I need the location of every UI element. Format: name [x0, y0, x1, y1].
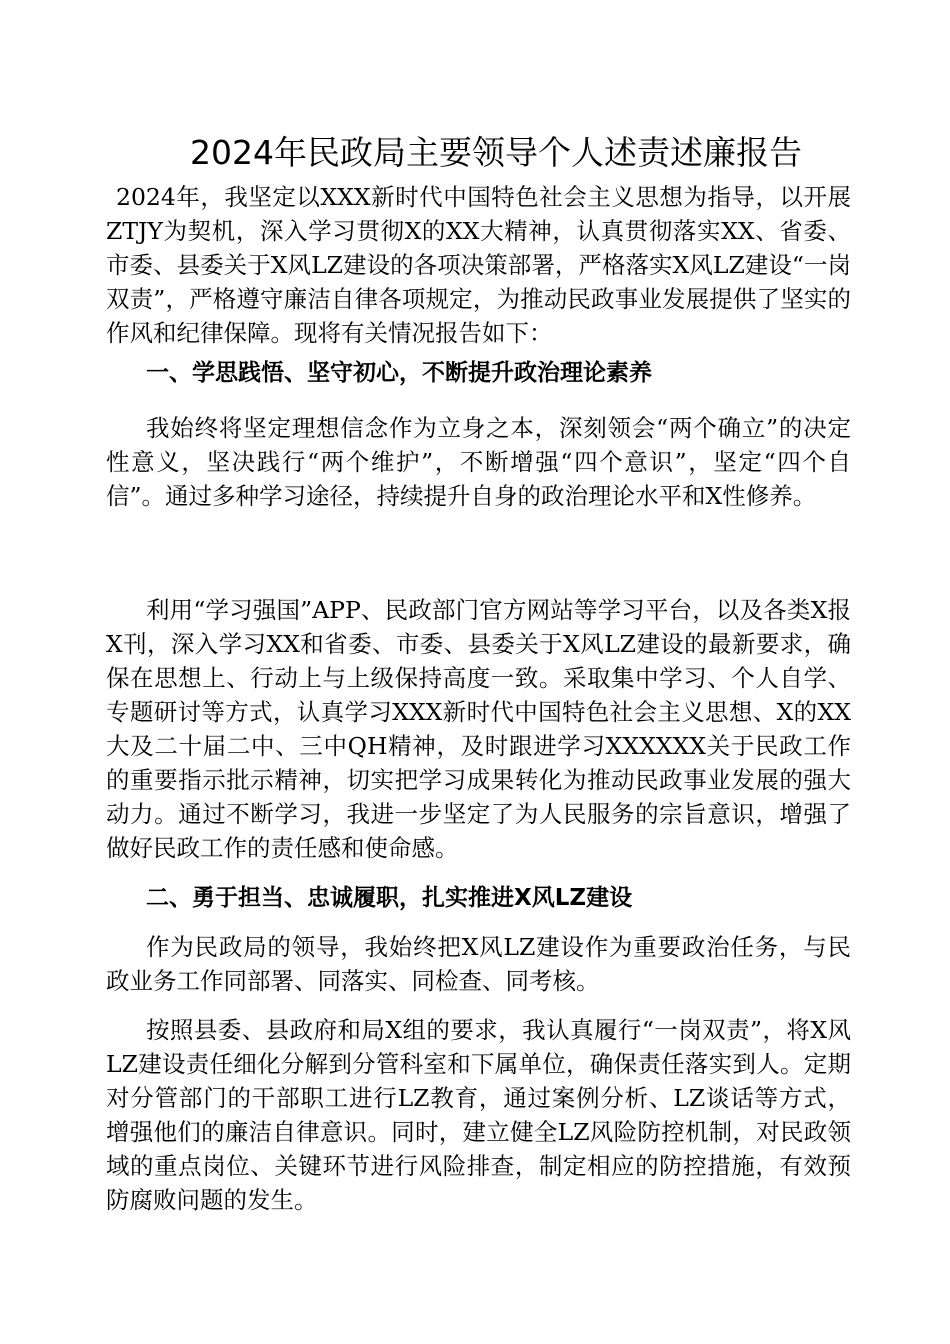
section-1-heading: 一、学思践悟、坚守初心，不断提升政治理论素养 — [146, 360, 652, 386]
section-2-paragraph-2: 按照县委、县政府和局X组的要求，我认真履行“一岗双责”，将X风LZ建设责任细化分解到分管科室和下属单位，确保责任落实到人。定期对分管部门的干部职工进行LZ教育，通过案例分析、LZ谈话等方式，增强他们的廉洁自律意识。同时，建立健全LZ风险防控机制，对民政领域的重点岗位、关键环节进行风险排查，制定相应的防控措施，有效预防腐败问题的发生。 — [106, 1016, 851, 1214]
section-2-heading: 二、勇于担当、忠诚履职，扎实推进X风LZ建设 — [146, 885, 633, 911]
intro-paragraph: 2024年，我坚定以XXX新时代中国特色社会主义思想为指导，以开展ZTJY为契机，深入学习贯彻X的XX大精神，认真贯彻落实XX、省委、市委、县委关于X风LZ建设的各项决策部署，严格落实X风LZ建设“一岗双责”，严格遵守廉洁自律各项规定，为推动民政事业发展提供了坚实的作风和纪律保障。现将有关情况报告如下： — [106, 183, 851, 347]
section-1-paragraph-1: 我始终将坚定理想信念作为立身之本，深刻领会“两个确立”的决定性意义，坚决践行“两个维护”，不断增强“四个意识”，坚定“四个自信”。通过多种学习途径，持续提升自身的政治理论水平和X性修养。 — [106, 414, 851, 510]
document-title: 2024年民政局主要领导个人述责述廉报告 — [190, 133, 802, 172]
section-2-paragraph-1: 作为民政局的领导，我始终把X风LZ建设作为重要政治任务，与民政业务工作同部署、同落实、同检查、同考核。 — [106, 933, 851, 995]
section-1-paragraph-2: 利用“学习强国”APP、民政部门官方网站等学习平台，以及各类X报X刊，深入学习XX和省委、市委、县委关于X风LZ建设的最新要求，确保在思想上、行动上与上级保持高度一致。采取集中学习、个人自学、专题研讨等方式，认真学习XXX新时代中国特色社会主义思想、X的XX大及二十届二中、三中QH精神，及时跟进学习XXXXXX关于民政工作的重要指示批示精神，切实把学习成果转化为推动民政事业发展的强大动力。通过不断学习，我进一步坚定了为人民服务的宗旨意识，增强了做好民政工作的责任感和使命感。 — [106, 596, 851, 862]
